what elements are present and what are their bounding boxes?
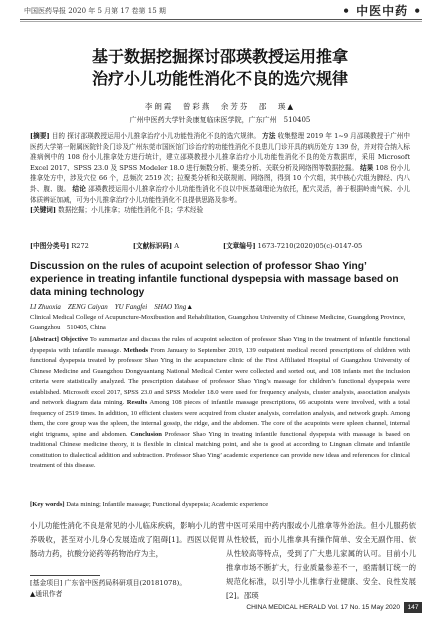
document-code: [文献标识码] A: [132, 242, 179, 250]
affiliation-cn: 广州中医药大学针灸康复临床医学院，广东广州 510405: [129, 116, 311, 124]
keywords-cn: 数据挖掘；小儿推拿；功能性消化不良；学术经验: [56, 206, 204, 215]
abstract-cn-result-label: 结果: [360, 163, 374, 172]
footnote-divider: [30, 575, 100, 576]
footer-journal: CHINA MEDICAL HERALD Vol. 17 No. 15 May 2020: [246, 604, 400, 611]
abstract-en-methods: From January to September 2019, 139 outpatient medical record prescriptions of children with functional dyspepsia treated by professor Shao Ying in the acupuncture clinic of the First Affiliated Hospital of Guangzhou University of Chinese Medicine and Guangzhou Dongyuantang National Medical Center were collected and sorted out, and 108 infants met the inclusion criteria were statistically analyzed. The prescription database of professor Shao Ying’s massage for children’s functional dyspepsia were established. Microsoft excel 2017, SPSS 23.0 and SPSS Modeler 18.0 were used for frequency analysis, cluster analysis, association analysis and network diagram data mining.: [30, 346, 410, 406]
abstract-en-conclusion: Professor Shao Ying in treating infantile functional dyspepsia with massage is based on traditional Chinese medicine theory, it is flexible in clinical matching point, and she is good at according to Lingnan climate and infantile constitution to dialectical addition and subtraction. Professor Shao Ying’ academic experience can provide new ideas and references for clinical treatment of this disease.: [30, 430, 410, 469]
keywords-en: Data mining; Infantile massage; Functional dyspepsia; Academic experience: [64, 501, 269, 508]
title-cn-line-2: 治疗小儿功能性消化不良的选穴规律: [91, 69, 348, 88]
header-divider: [20, 19, 422, 20]
classification-row: [30, 240, 410, 250]
keywords-en-label: [Key words]: [30, 501, 65, 508]
authors-en: LI Zhuoxia ZENG Caiyan YU Fangfei SHAO Ying▲: [30, 303, 194, 311]
abstract-en: [30, 335, 410, 472]
abstract-cn-method-label: 方法: [262, 132, 276, 140]
body-left-text: 小儿功能性消化不良是常见的小儿临床疾病，影响小儿的营养吸收，甚至对小儿身心发展造成了阻碍[1]。西医以促胃肠动力药，抗酸分泌药等药物治疗为主，: [30, 521, 225, 558]
abstract-en-methods-label: Methods: [121, 346, 149, 354]
keywords-cn-label: [关键词]: [30, 206, 57, 215]
abstract-cn-result: 108 份小儿推拿处方中，涉及穴位 66 个，总频次 2519 次；拉聚类分析和关联规则、网络图，得到 10 个穴组，其中核心穴组为脾经、内八卦、腹、腹。: [30, 163, 410, 193]
abstract-en-results-label: Results: [124, 399, 148, 406]
title-cn-line-1: 基于数据挖掘探讨邵瑛教授运用推拿: [91, 47, 348, 66]
abstract-cn-label: [摘要]: [30, 132, 50, 140]
abstract-en-conclusion-label: Conclusion: [127, 430, 162, 438]
abstract-cn-conclusion-label: 结论: [72, 184, 86, 193]
page-number: 147: [404, 602, 422, 613]
body-right-column: [226, 519, 416, 603]
title-en: Discussion on the rules of acupoint selection of professor Shao Ying’ experience in treating infantile functional dyspepsia with massage based on data mining technology: [30, 261, 399, 298]
affiliation-en: Clinical Medical College of Acupuncture-Moxibustion and Rehabilitation, Guangzhou University of Chinese Medicine, Guangdong Province, Guangzhou 510405, China: [30, 314, 406, 331]
abstract-cn: [30, 131, 410, 216]
header-divider-thin: [20, 21, 422, 22]
journal-header: 中国医药导报 2020 年 5 月第 17 卷第 15 期: [24, 7, 166, 15]
abstract-en-results: Among 108 pieces of infantile massage prescriptions, 66 acupoints were involved, with a total frequency of 2519 times. In addition, 10 efficient clusters were acquired from cluster analysis, correlation analysis, and network graph. Among them, the core group was the spleen, the internal gossip, the ridge, and the abdomen. The core of the acupoints were spleen channel, internal eight trigrams, spine and abdomen.: [30, 399, 410, 438]
abstract-en-label: [Abstract] Objective: [30, 336, 88, 343]
keywords-en-row: [30, 500, 410, 511]
body-right-text: 中医可采用中药内服或小儿推拿等外治法。但小儿服药依从性较低，而小儿推拿具有操作简单、安全无副作用、依从性较高等特点，受到了广大患儿家属的认可。目前小儿推拿市场不断扩大，行业质量参差不一，亟需制订统一的规范化标准，以引导小儿推拿行业健康、安全、良性发展[2]。邵瑛: [226, 521, 416, 600]
section-label: • 中医中药 •: [342, 4, 422, 18]
abstract-en-objective: To summarize and discuss the rules of acupoint selection of professor Shao Ying in the treatment of infantile functional dyspepsia with infantile massage.: [30, 336, 410, 354]
fund-note: [基金项目] 广东省中医药局科研项目(20181078)。: [30, 579, 187, 587]
authors-cn: 李朗霞 曾彩燕 余芳芬 邵 瑛▲: [144, 102, 296, 111]
abstract-cn-conclusion: 邵瑛教授运用小儿推拿治疗小儿功能性消化不良以中医基础理论为依托，配穴灵活，善于根据岭南气候、小儿体质辨证加减，可为小儿推拿治疗小儿功能性消化不良提供思路及参考。: [30, 184, 411, 204]
corresponding-author-note: ▲通讯作者: [30, 590, 63, 598]
body-left-column: [30, 519, 225, 561]
abstract-cn-method: 收集整理 2019 年 1~9 月邵瑛教授于广州中医药大学第一附属医院针灸门诊及广州东莞市国医馆门诊治疗的功能性消化不良患儿门诊开具的病历处方 139 份，并对符合纳入标准病例中的 108 份小儿推拿处方进行统计，建立邵瑛教授小儿推拿治疗小儿功能性消化不良的处方数据库，采用 Microsoft Excel 2017、SPSS 23.0 及 SPSS Modeler 18.0 进行频数分析、聚类分析、关联分析及网络图等数据挖掘。: [30, 132, 410, 172]
abstract-cn-objective: 目的 探讨邵瑛教授运用小儿推拿治疗小儿功能性消化不良的选穴规律。: [51, 132, 261, 140]
footnote-block: [30, 578, 225, 600]
article-id: [文章编号] 1673-7210(2020)05(c)-0147-05: [222, 242, 363, 250]
clc-code: [中图分类号] R272: [30, 242, 89, 250]
